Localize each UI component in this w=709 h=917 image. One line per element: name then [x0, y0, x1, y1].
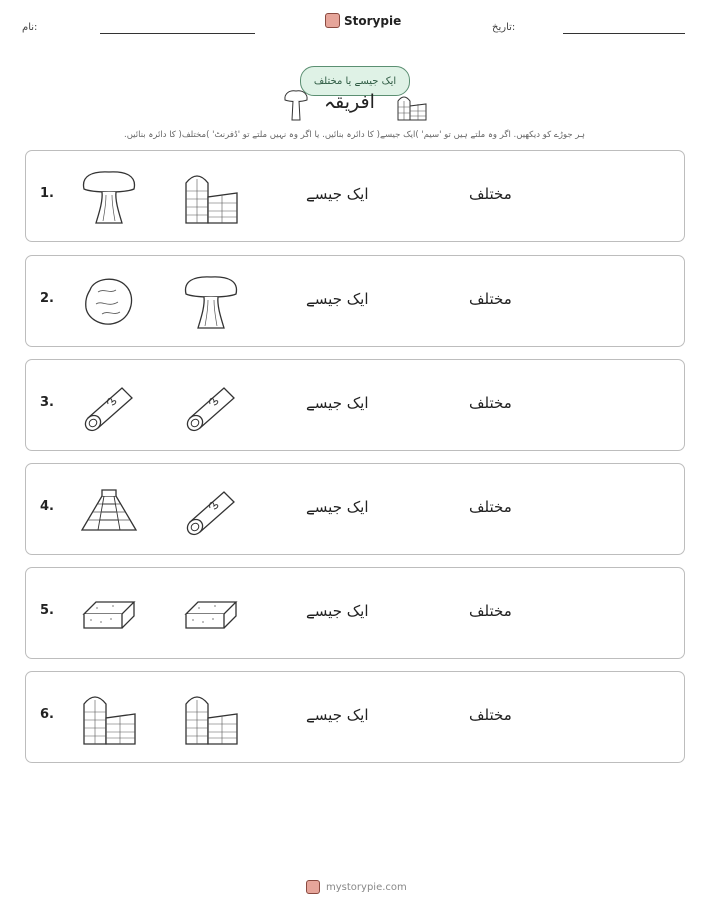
stone-ruins-icon	[78, 686, 140, 748]
stone-ruins-icon	[395, 92, 429, 122]
different-option[interactable]: مختلف	[469, 706, 512, 724]
stone-ruins-icon	[180, 686, 242, 748]
name-line	[100, 33, 255, 34]
name-label: نام:	[22, 22, 38, 33]
row-number: 3.	[40, 395, 54, 410]
row-number: 5.	[40, 603, 54, 618]
different-option[interactable]: مختلف	[469, 394, 512, 412]
exercise-row-5	[25, 567, 685, 659]
exercise-row-6	[25, 671, 685, 763]
exercise-row-1	[25, 150, 685, 242]
date-label: تاریخ:	[492, 22, 516, 33]
stone-ruins-icon	[180, 165, 242, 227]
brand-logo	[325, 13, 401, 28]
row-number: 4.	[40, 499, 54, 514]
different-option[interactable]: مختلف	[469, 498, 512, 516]
same-option[interactable]: ایک جیسے	[306, 706, 369, 724]
instructions: ہر جوڑے کو دیکھیں. اگر وہ ملتے ہیں تو 'سیم' )ایک جیسے( کا دائرہ بنائیں. یا اگر وہ نہیں ملتے تو 'ڈفرنٹ' )مختلف( کا دائرہ بنائیں.	[124, 130, 585, 140]
brick-icon	[180, 582, 242, 644]
row-number: 2.	[40, 291, 54, 306]
same-option[interactable]: ایک جیسے	[306, 498, 369, 516]
baobab-tree-icon	[180, 270, 242, 332]
different-option[interactable]: مختلف	[469, 602, 512, 620]
row-number: 6.	[40, 707, 54, 722]
brand-name: Storypie	[344, 13, 402, 28]
storypie-logo-icon	[325, 13, 340, 28]
storypie-logo-icon	[306, 880, 320, 894]
brick-icon	[78, 582, 140, 644]
worksheet-title: افریقہ	[324, 91, 375, 113]
baobab-tree-icon	[78, 165, 140, 227]
exercise-row-2	[25, 255, 685, 347]
worksheet-type-pill: ایک جیسے یا مختلف	[300, 66, 410, 96]
exercise-row-3	[25, 359, 685, 451]
different-option[interactable]: مختلف	[469, 185, 512, 203]
scroll-icon	[78, 374, 140, 436]
same-option[interactable]: ایک جیسے	[306, 602, 369, 620]
scroll-icon	[180, 478, 242, 540]
exercise-row-4	[25, 463, 685, 555]
different-option[interactable]: مختلف	[469, 290, 512, 308]
same-option[interactable]: ایک جیسے	[306, 290, 369, 308]
baobab-tree-icon	[282, 88, 310, 122]
rock-icon	[78, 270, 140, 332]
footer-site: mystorypie.com	[326, 881, 407, 893]
row-number: 1.	[40, 186, 54, 201]
scroll-icon	[180, 374, 242, 436]
footer	[306, 880, 407, 894]
same-option[interactable]: ایک جیسے	[306, 185, 369, 203]
date-line	[563, 33, 685, 34]
same-option[interactable]: ایک جیسے	[306, 394, 369, 412]
pyramid-icon	[78, 478, 140, 540]
